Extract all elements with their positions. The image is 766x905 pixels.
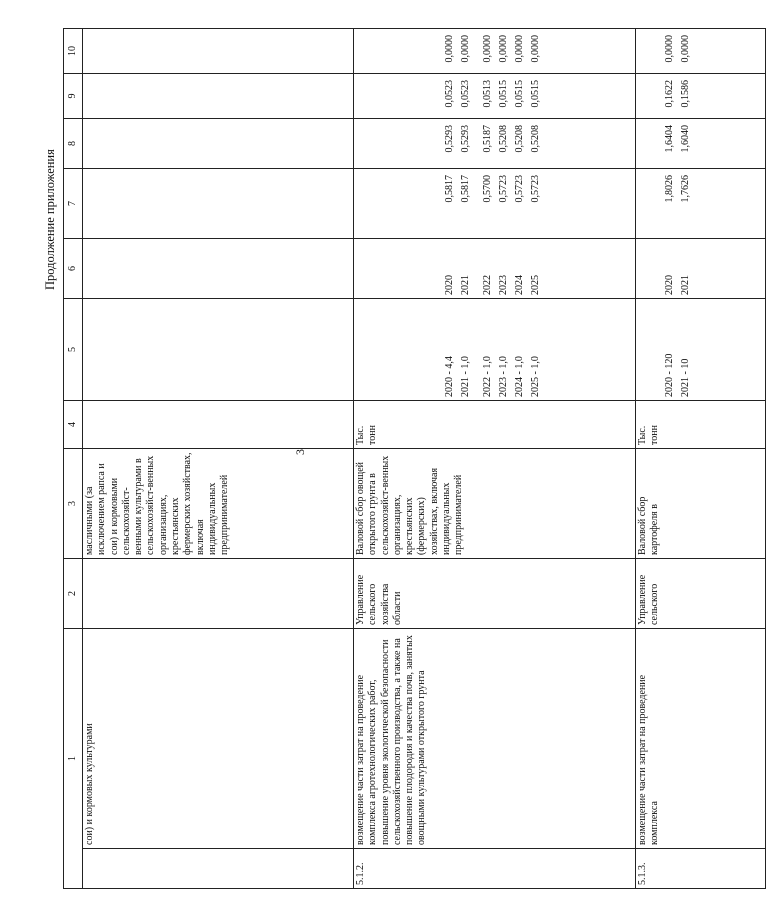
value-c7-value: 0,5817	[444, 175, 455, 203]
year-value	[718, 242, 732, 295]
year	[354, 239, 636, 299]
base-value-value	[83, 302, 97, 397]
value-c9-value: 0,0523	[444, 80, 455, 108]
header-cell: 7	[64, 169, 83, 239]
value-c10-value: 0,0000	[482, 35, 493, 63]
value-c9-value: 0,0515	[514, 80, 525, 108]
value-c8-value	[718, 125, 732, 165]
value-c7	[354, 169, 636, 239]
table-row	[354, 29, 636, 889]
value-c10-value	[702, 35, 716, 70]
value-c8-value: 1,6404	[664, 125, 675, 153]
value-c10-value: 0,0000	[460, 35, 471, 63]
value-c7-value: 0,5723	[514, 175, 525, 203]
header-cell: 9	[64, 74, 83, 119]
value-c10-value: 0,0000	[680, 35, 691, 63]
unit: Тыс. тонн	[636, 401, 766, 449]
value-c7-value: 0,5723	[530, 175, 541, 203]
value-c9	[354, 74, 636, 119]
value-c10-value: 0,0000	[514, 35, 525, 63]
executor	[83, 559, 354, 629]
header-cell: 4	[64, 401, 83, 449]
year-value: 2022	[482, 275, 493, 295]
continuation-caption: Продолжение приложения	[43, 149, 57, 290]
indicator-name: Валовой сбор овощей открытого грунта в сельскохозяйст-венных организациях, крестьянских (фермерских) хозяйствах, включая индивидуальных предпринимателей	[354, 449, 636, 559]
base-value-value: 2022 - 1,0	[482, 356, 493, 397]
value-c7-value	[718, 175, 732, 235]
year-value: 2021	[460, 275, 471, 295]
appendix-table	[63, 28, 766, 889]
value-c9-value	[702, 80, 716, 115]
value-c9-value: 0,0513	[482, 80, 493, 108]
value-c9	[83, 74, 354, 119]
value-c7-value	[99, 175, 112, 235]
value-c8-value	[750, 125, 764, 165]
value-c10-value	[99, 35, 112, 70]
base-value-value: 2024 - 1,0	[514, 356, 525, 397]
year-value: 2020	[664, 275, 675, 295]
value-c8-value	[702, 125, 716, 165]
value-c10-value	[734, 35, 748, 70]
base-value-value	[718, 302, 732, 397]
value-c7-value	[83, 175, 97, 235]
page-number: 3	[293, 449, 307, 455]
value-c7-value	[702, 175, 716, 235]
unit: Тыс. тонн	[354, 401, 636, 449]
value-c10-value	[83, 35, 97, 70]
year-value	[169, 242, 183, 295]
value-c9-value	[121, 80, 135, 115]
base-value-value	[750, 302, 764, 397]
base-value-value	[169, 302, 183, 397]
year-value	[99, 242, 112, 295]
year-value	[702, 242, 716, 295]
value-c7-value: 1,7626	[680, 175, 691, 203]
value-c10-value	[718, 35, 732, 70]
row-number: 5.1.2.	[354, 849, 636, 889]
value-c8-value: 0,5208	[530, 125, 541, 153]
row-number	[83, 849, 354, 889]
base-value-value: 2020 - 4,4	[444, 356, 455, 397]
header-cell: 3	[64, 449, 83, 559]
value-c10-value	[750, 35, 764, 70]
value-c9-value: 0,1622	[664, 80, 675, 108]
year	[636, 239, 766, 299]
base-value-value: 2021 - 10	[680, 358, 691, 397]
base-value-value: 2020 - 120	[664, 353, 675, 397]
base-value	[354, 299, 636, 401]
year-value: 2023	[498, 275, 509, 295]
value-c10	[354, 29, 636, 74]
base-value-value	[137, 302, 151, 397]
year-value	[734, 242, 748, 295]
value-c7	[83, 169, 354, 239]
base-value-value	[153, 302, 167, 397]
table-row	[83, 29, 354, 889]
value-c9-value	[169, 80, 183, 115]
rotated-table-container	[63, 29, 691, 889]
value-c10-value: 0,0000	[444, 35, 455, 63]
value-c10-value	[137, 35, 151, 70]
value-c7-value	[153, 175, 167, 235]
value-c10-value: 0,0000	[530, 35, 541, 63]
year-value: 2024	[514, 275, 525, 295]
value-c8-value: 1,6040	[680, 125, 691, 153]
value-c7-value: 0,5723	[498, 175, 509, 203]
measure-name: возмещение части затрат на проведение комплекса	[636, 629, 766, 849]
value-c7-value: 0,5700	[482, 175, 493, 203]
executor: Управление сельского	[636, 559, 766, 629]
value-c9-value: 0,0515	[498, 80, 509, 108]
value-c9-value: 0,0523	[460, 80, 471, 108]
header-cell: 10	[64, 29, 83, 74]
value-c8-value: 0,5208	[498, 125, 509, 153]
executor: Управление сельского хозяйства области	[354, 559, 636, 629]
year-value	[137, 242, 151, 295]
value-c7-value	[734, 175, 748, 235]
value-c8-value: 0,5208	[514, 125, 525, 153]
value-c9	[636, 74, 766, 119]
header-cell: 2	[64, 559, 83, 629]
value-c7-value: 1,8026	[664, 175, 675, 203]
measure-name: возмещение части затрат на проведение комплекса агротехнологических работ, повышение уровня экологической безопасности сельскохозяйственного производства, а также на повышение плодородия и качества почв, занятых овощными культурами открытого грунта	[354, 629, 636, 849]
value-c8-value	[99, 125, 112, 165]
value-c9-value	[153, 80, 167, 115]
header-cell: 5	[64, 299, 83, 401]
value-c10	[83, 29, 354, 74]
value-c9-value	[83, 80, 97, 115]
base-value-value	[734, 302, 748, 397]
year	[83, 239, 354, 299]
base-value-value	[121, 302, 135, 397]
value-c8	[354, 119, 636, 169]
value-c8-value: 0,5187	[482, 125, 493, 153]
value-c10-value	[169, 35, 183, 70]
value-c7-value	[121, 175, 135, 235]
base-value-value: 2025 - 1,0	[530, 356, 541, 397]
header-row	[64, 29, 83, 889]
year-value	[121, 242, 135, 295]
value-c9-value	[750, 80, 764, 115]
header-cell: 1	[64, 629, 83, 889]
year-value	[750, 242, 764, 295]
value-c8-value	[137, 125, 151, 165]
indicator-name: Валовой сбор картофеля в	[636, 449, 766, 559]
value-c10-value	[153, 35, 167, 70]
base-value-value: 2021 - 1,0	[460, 356, 471, 397]
measure-name: сои) и кормовых культурами	[83, 629, 354, 849]
value-c9-value	[734, 80, 748, 115]
base-value-value: 2023 - 1,0	[498, 356, 509, 397]
value-c8-value: 0,5293	[460, 125, 471, 153]
value-c9-value	[99, 80, 112, 115]
base-value-value	[702, 302, 716, 397]
year-value	[153, 242, 167, 295]
base-value-value	[99, 302, 112, 397]
base-value	[83, 299, 354, 401]
value-c8-value	[121, 125, 135, 165]
value-c7-value	[169, 175, 183, 235]
value-c8-value	[169, 125, 183, 165]
header-cell: 6	[64, 239, 83, 299]
header-cell: 8	[64, 119, 83, 169]
value-c8-value	[83, 125, 97, 165]
value-c10-value: 0,0000	[664, 35, 675, 63]
value-c8-value	[734, 125, 748, 165]
value-c10-value	[121, 35, 135, 70]
value-c8	[83, 119, 354, 169]
year-value: 2021	[680, 275, 691, 295]
row-number: 5.1.3.	[636, 849, 766, 889]
value-c7-value	[137, 175, 151, 235]
value-c10-value: 0,0000	[498, 35, 509, 63]
value-c10	[636, 29, 766, 74]
table-row	[636, 29, 766, 889]
value-c7-value	[750, 175, 764, 235]
value-c9-value: 0,0515	[530, 80, 541, 108]
indicator-name: масличными (за исключением рапса и сои) и кормовыми сельскохозяйст-венными культурами в сельскохозяйст-венных организациях, крестьянских фермерских хозяйствах, включая индивидуальных предпринимателей	[83, 449, 354, 559]
value-c9-value	[137, 80, 151, 115]
unit	[83, 401, 354, 449]
year-value: 2020	[444, 275, 455, 295]
value-c7-value: 0,5817	[460, 175, 471, 203]
value-c8	[636, 119, 766, 169]
base-value	[636, 299, 766, 401]
year-value: 2025	[530, 275, 541, 295]
value-c8-value	[153, 125, 167, 165]
year-value	[83, 242, 97, 295]
value-c9-value: 0,1586	[680, 80, 691, 108]
value-c7	[636, 169, 766, 239]
value-c9-value	[718, 80, 732, 115]
value-c8-value: 0,5293	[444, 125, 455, 153]
